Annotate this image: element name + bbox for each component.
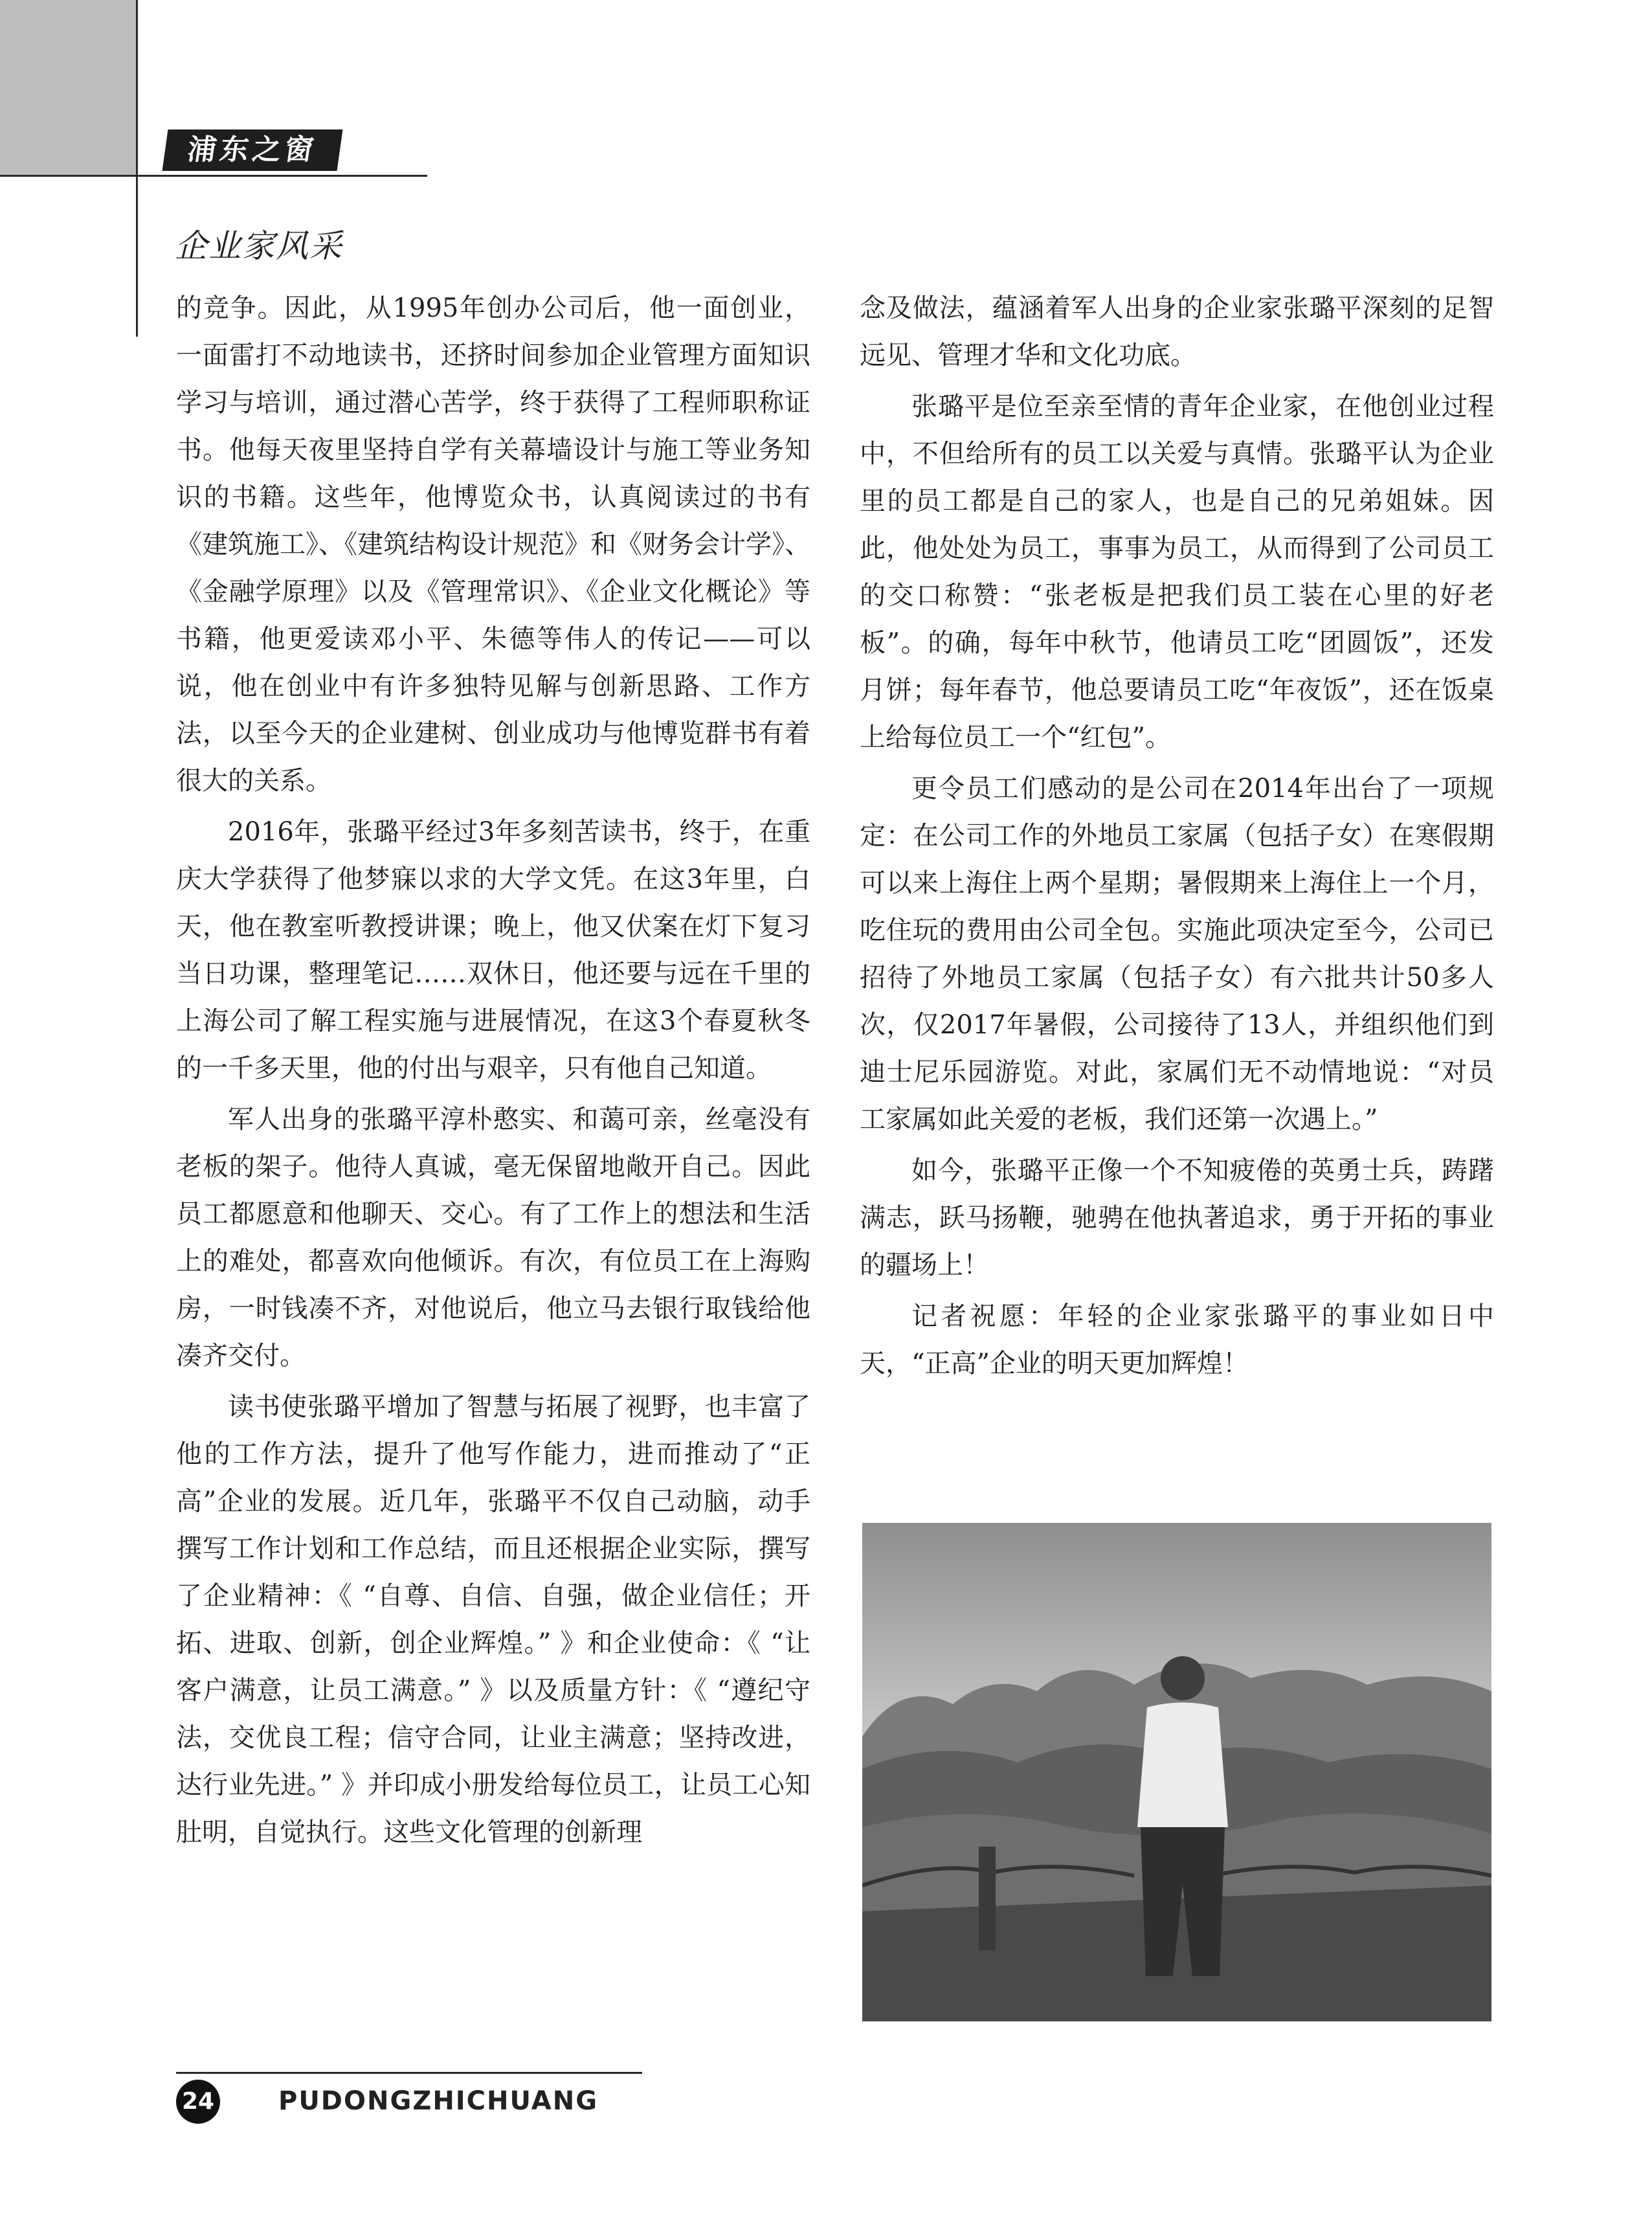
- margin-rule: [136, 0, 138, 337]
- paragraph: 的竞争。因此，从1995年创办公司后，他一面创业，一面雷打不动地读书，还挤时间参加企业管理方面知识学习与培训，通过潜心苦学，终于获得了工程师职称证书。他每天夜里坚持自学有关幕墙设计与施工等业务知识的书籍。这些年，他博览众书，认真阅读过的书有《建筑施工》、《建筑结构设计规范》和《财务会计学》、《金融学原理》以及《管理常识》、《企业文化概论》等书籍，他更爱读邓小平、朱德等伟人的传记——可以说，他在创业中有许多独特见解与创新思路、工作方法，以至今天的企业建树、创业成功与他博览群书有着很大的关系。: [176, 293, 810, 796]
- paragraph: 念及做法，蕴涵着军人出身的企业家张璐平深刻的足智远见、管理才华和文化功底。: [860, 293, 1494, 370]
- left-column: [176, 285, 810, 1860]
- portrait-photo: [862, 1523, 1491, 2021]
- paragraph: 更令员工们感动的是公司在2014年出台了一项规定：在公司工作的外地员工家属（包括子女）在寒假期可以来上海住上两个星期；暑假期来上海住上一个月，吃住玩的费用由公司全包。实施此项决定至今，公司已招待了外地员工家属（包括子女）有六批共计50多人次，仅2017年暑假，公司接待了13人，并组织他们到迪士尼乐园游览。对此，家属们无不动情地说：“对员工家属如此关爱的老板，我们还第一次遇上。”: [860, 774, 1494, 1134]
- magazine-name: PUDONGZHICHUANG: [278, 2086, 599, 2116]
- footer-rule: [176, 2072, 642, 2074]
- paragraph: 如今，张璐平正像一个不知疲倦的英勇士兵，踌躇满志，跃马扬鞭，驰骋在他执著追求，勇于开拓的事业的疆场上！: [860, 1156, 1494, 1280]
- page-number: 24: [176, 2080, 220, 2124]
- right-column: [860, 285, 1494, 1391]
- paragraph: 军人出身的张璐平淳朴憨实、和蔼可亲，丝毫没有老板的架子。他待人真诚，毫无保留地敞开自己。因此员工都愿意和他聊天、交心。有了工作上的想法和生活上的难处，都喜欢向他倾诉。有次，有位员工在上海购房，一时钱凑不齐，对他说后，他立马去银行取钱给他凑齐交付。: [176, 1105, 810, 1371]
- corner-gray-bar: [0, 0, 138, 175]
- mountain-portrait-image: [862, 1523, 1491, 2021]
- paragraph: 读书使张璐平增加了智慧与拓展了视野，也丰富了他的工作方法，提升了他写作能力，进而推动了“正高”企业的发展。近几年，张璐平不仅自己动脑，动手撰写工作计划和工作总结，而且还根据企业实际，撰写了企业精神：《 “自尊、自信、自强，做企业信任；开拓、进取、创新，创企业辉煌。” 》和企业使命：《 “让客户满意，让员工满意。” 》以及质量方针：《 “遵纪守法，交优良工程；信守合同，让业主满意；坚持改进，达行业先进。” 》并印成小册发给每位员工，让员工心知肚明，自觉执行。这些文化管理的创新理: [176, 1392, 810, 1847]
- masthead-logo: 浦东之窗: [162, 129, 343, 171]
- section-title: 企业家风采: [175, 227, 343, 265]
- paragraph: 记者祝愿：年轻的企业家张璐平的事业如日中天，“正高”企业的明天更加辉煌！: [860, 1301, 1494, 1378]
- paragraph: 2016年，张璐平经过3年多刻苦读书，终于，在重庆大学获得了他梦寐以求的大学文凭。在这3年里，白天，他在教室听教授讲课；晚上，他又伏案在灯下复习当日功课，整理笔记……双休日，他还要与远在千里的上海公司了解工程实施与进展情况，在这3个春夏秋冬的一千多天里，他的付出与艰辛，只有他自己知道。: [176, 817, 810, 1083]
- header-rule: [0, 175, 427, 177]
- paragraph: 张璐平是位至亲至情的青年企业家，在他创业过程中，不但给所有的员工以关爱与真情。张璐平认为企业里的员工都是自己的家人，也是自己的兄弟姐妹。因此，他处处为员工，事事为员工，从而得到了公司员工的交口称赞：“张老板是把我们员工装在心里的好老板”。的确，每年中秋节，他请员工吃“团圆饭”，还发月饼；每年春节，他总要请员工吃“年夜饭”，还在饭桌上给每位员工一个“红包”。: [860, 392, 1494, 752]
